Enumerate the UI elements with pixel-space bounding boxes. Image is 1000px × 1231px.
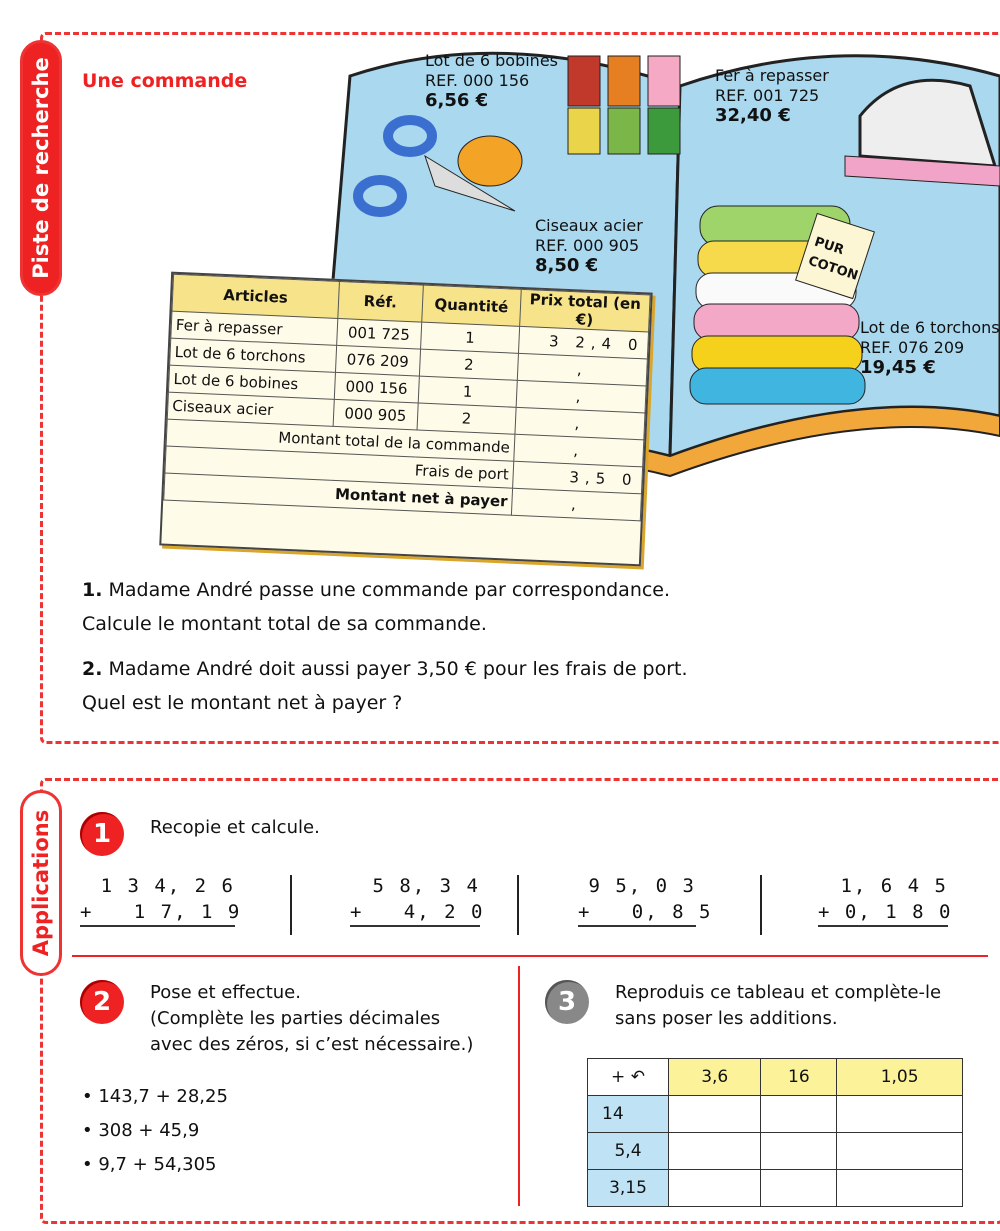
header-qty: Quantité: [422, 285, 522, 326]
cell-article: Lot de 6 torchons: [170, 338, 337, 372]
addend-top: 1 3 4, 2 6: [100, 875, 235, 897]
section-title: Une commande: [82, 70, 248, 92]
addition-4: [818, 873, 953, 927]
list-item: • 308 + 45,9: [82, 1120, 200, 1141]
answer-cell[interactable]: [669, 1170, 761, 1207]
question-2-line2: Quel est le montant net à payer ?: [82, 692, 403, 714]
research-tab-label: Piste de recherche: [29, 57, 54, 279]
question-2-line1: Madame André doit aussi payer 3,50 € pour les frais de port.: [108, 658, 688, 680]
exercise-1-instruction: Recopie et calcule.: [150, 817, 320, 838]
cell-price[interactable]: 3 2,4 0: [518, 326, 648, 359]
row-header: 5,4: [588, 1133, 669, 1170]
cell-price[interactable]: ,: [515, 407, 645, 440]
total-value[interactable]: ,: [514, 434, 644, 467]
research-tab: [20, 40, 62, 296]
item-name: Lot de 6 torchons: [860, 318, 1000, 337]
exercise-2-line1: Pose et effectue.: [150, 982, 301, 1003]
exercise-1-badge: 1: [80, 812, 124, 856]
answer-cell[interactable]: [837, 1096, 963, 1133]
item-ref: REF. 000 156: [425, 71, 530, 90]
catalog-item-towels: [860, 318, 1000, 378]
cell-ref: 076 209: [335, 345, 420, 376]
question-1-line2: Calcule le montant total de sa commande.: [82, 613, 487, 635]
shipping-label: Frais de port: [165, 446, 514, 488]
towels-icon: [690, 206, 874, 404]
section-divider: [72, 955, 988, 957]
question-1: [82, 573, 670, 641]
tag-text: PUR COTON: [806, 234, 860, 284]
shipping-value: 3,5 0: [513, 461, 643, 494]
answer-cell[interactable]: [669, 1096, 761, 1133]
spools-icon: [568, 56, 680, 154]
addition-2: [350, 873, 485, 927]
cell-price[interactable]: ,: [517, 353, 647, 386]
cell-ref: 000 905: [333, 399, 418, 430]
cell-article: Lot de 6 bobines: [168, 365, 335, 399]
exercise-2-instruction: [150, 980, 473, 1058]
catalog-item-iron: [715, 66, 829, 126]
exercise-3-badge: 3: [545, 980, 589, 1024]
question-2-number: 2.: [82, 658, 103, 680]
addend-top: 1, 6 4 5: [840, 875, 948, 897]
item-price: 19,45 €: [860, 357, 936, 378]
item-name: Lot de 6 bobines: [425, 51, 558, 70]
item-price: 6,56 €: [425, 90, 489, 111]
col-header: 16: [761, 1059, 837, 1096]
cell-price[interactable]: ,: [516, 380, 646, 413]
cell-article: Fer à repasser: [171, 311, 338, 345]
item-ref: REF. 000 905: [535, 236, 640, 255]
catalog-item-scissors: [535, 216, 643, 276]
addition-1: [80, 873, 242, 927]
answer-cell[interactable]: [837, 1133, 963, 1170]
item-price: 8,50 €: [535, 255, 599, 276]
exercise-3-line1: Reproduis ce tableau et complète-le: [615, 982, 942, 1003]
answer-cell[interactable]: [837, 1170, 963, 1207]
net-value[interactable]: ,: [511, 488, 641, 521]
cell-ref: 001 725: [336, 318, 421, 349]
addend-bottom: + 0, 8 5: [578, 899, 696, 927]
item-name: Ciseaux acier: [535, 216, 643, 235]
header-ref: Réf.: [338, 281, 424, 322]
plus-sign: +: [611, 1067, 626, 1087]
cell-qty: 2: [419, 349, 518, 380]
exercise-2-line3: avec des zéros, si c’est nécessaire.): [150, 1034, 474, 1055]
question-2: [82, 652, 688, 720]
item-ref: REF. 076 209: [860, 338, 965, 357]
row-header: 14: [588, 1096, 669, 1133]
answer-cell[interactable]: [761, 1096, 837, 1133]
row-header: 3,15: [588, 1170, 669, 1207]
divider: [760, 875, 762, 935]
exercise-3-line2: sans poser les additions.: [615, 1008, 838, 1029]
item-price: 32,40 €: [715, 105, 791, 126]
addition-table: [587, 1058, 963, 1207]
answer-cell[interactable]: [761, 1170, 837, 1207]
order-table: [163, 274, 650, 522]
addition-3: [578, 873, 713, 927]
cell-qty: 2: [417, 403, 516, 434]
list-item: • 143,7 + 28,25: [82, 1086, 228, 1107]
applications-tab: [20, 790, 62, 976]
addend-bottom: + 0, 1 8 0: [818, 899, 948, 927]
exercise-3-instruction: [615, 980, 941, 1032]
catalog-item-spools: [425, 51, 558, 111]
col-header: 3,6: [669, 1059, 761, 1096]
question-1-number: 1.: [82, 579, 103, 601]
addend-bottom: + 1 7, 1 9: [80, 899, 235, 927]
addend-bottom: + 4, 2 0: [350, 899, 480, 927]
list-item: • 9,7 + 54,305: [82, 1154, 217, 1175]
question-1-line1: Madame André passe une commande par correspondance.: [108, 579, 671, 601]
cell-article: Ciseaux acier: [167, 392, 334, 426]
corner-cell: [588, 1059, 669, 1096]
answer-cell[interactable]: [761, 1133, 837, 1170]
net-label: Montant net à payer: [164, 473, 513, 515]
answer-cell[interactable]: [669, 1133, 761, 1170]
addend-top: 9 5, 0 3: [588, 875, 696, 897]
cell-qty: 1: [420, 322, 519, 353]
cell-ref: 000 156: [334, 372, 419, 403]
divider: [290, 875, 292, 935]
exercise-2-list: [82, 1080, 228, 1182]
column-divider: [518, 966, 520, 1206]
addend-top: 5 8, 3 4: [372, 875, 480, 897]
total-label: Montant total de la commande: [166, 419, 515, 461]
order-form: [159, 272, 652, 567]
header-articles: Articles: [172, 274, 339, 318]
arrow-icon: ↶: [630, 1067, 645, 1087]
item-name: Fer à repasser: [715, 66, 829, 85]
header-price: Prix total (en €): [520, 289, 650, 332]
exercise-2-line2: (Complète les parties décimales: [150, 1008, 441, 1029]
exercise-2-badge: 2: [80, 980, 124, 1024]
col-header: 1,05: [837, 1059, 963, 1096]
applications-tab-label: Applications: [29, 809, 54, 957]
divider: [517, 875, 519, 935]
item-ref: REF. 001 725: [715, 86, 820, 105]
cell-qty: 1: [418, 376, 517, 407]
